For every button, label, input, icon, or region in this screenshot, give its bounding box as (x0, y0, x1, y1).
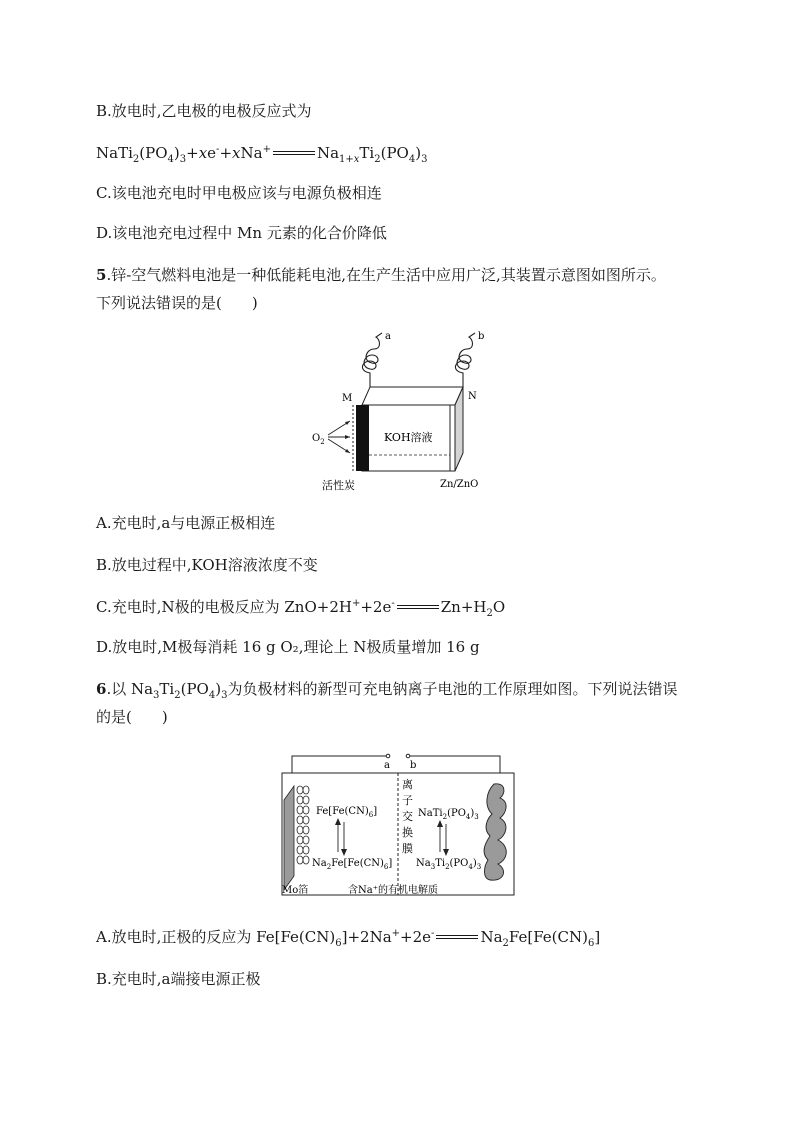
membrane-char-5: 膜 (402, 842, 413, 855)
membrane-char-2: 子 (402, 794, 413, 807)
q6-stem-line1: 6.以 $Na_3Ti_2(PO_4)_3$为负极材料的新型可充电钠离子电池的工作原理如图。下列说法错误 (96, 680, 678, 701)
fe-species-top: $Fe[Fe(CN)_6]$ (316, 806, 378, 819)
carbon-electrode (356, 405, 369, 471)
q5-option-d: D.放电时,M极每消耗 16 g O₂,理论上 N极质量增加 16 g (96, 638, 480, 656)
q5-zinc-air-battery-figure (300, 325, 500, 495)
ti-species-top: $NaTi_2(PO_4)_3$ (418, 808, 479, 821)
q5-option-c: C.充电时,N极的电极反应为 ZnO+2H++2e- $Zn+H_2O$ (96, 598, 506, 619)
q4-option-c: C.该电池充电时甲电极应该与电源负极相连 (96, 184, 382, 202)
q5-stem-text: .锌-空气燃料电池是一种低能耗电池,在生产生活中应用广泛,其装置示意图如图所示。 (106, 266, 666, 284)
q5-option-a: A.充电时,a与电源正极相连 (96, 514, 276, 532)
q4-option-b-equation: $NaTi_2(PO_4)_3+xe^-+xNa^+$ $Na_{1+x}Ti_2(PO_4)_3$ (96, 144, 428, 165)
label-m: M (342, 393, 353, 404)
o2-label: $O_2$ (312, 433, 325, 446)
q5-stem-line1 (96, 265, 666, 285)
terminal-a-label: a (384, 760, 390, 771)
label-n: N (468, 391, 477, 402)
q6-stem-line2: 的是( ) (96, 708, 168, 726)
q5-stem-line2: 下列说法错误的是( ) (96, 294, 258, 312)
terminal-b-label: b (410, 760, 417, 771)
membrane-char-1: 离 (402, 778, 413, 791)
electrolyte-label: KOH溶液 (384, 431, 433, 444)
q4-option-d: D.该电池充电过程中 Mn 元素的化合价降低 (96, 224, 387, 242)
wire-a-label: a (385, 331, 391, 342)
q5-option-b: B.放电过程中,KOH溶液浓度不变 (96, 556, 318, 574)
q6-number: 6 (96, 680, 107, 698)
q5-number: 5 (96, 266, 107, 284)
wire-a-spring (362, 333, 382, 387)
q6-option-b: B.充电时,a端接电源正极 (96, 970, 261, 988)
fe-species-bottom: $Na_2Fe[Fe(CN)_6]$ (312, 858, 393, 871)
wire-b-spring (455, 333, 475, 387)
q6-sodium-ion-battery-figure (280, 748, 520, 900)
q6-option-a: A.放电时,正极的反应为 $Fe[Fe(CN)_6]+2Na^++2e^-$ $Na_2Fe[Fe(CN)_6]$ (96, 928, 601, 949)
q6-stem-text: 为负极材料的新型可充电钠离子电池的工作原理如图。下列说法错误 (227, 680, 678, 698)
wire-b-label: b (478, 331, 485, 342)
q4-option-b: B.放电时,乙电极的电极反应式为 (96, 102, 312, 120)
zn-label: Zn/ZnO (440, 479, 479, 490)
ti-species-bottom: $Na_3Ti_2(PO_4)_3$ (416, 858, 482, 871)
box-top-face (362, 387, 463, 405)
mo-foil-label: Mo箔 (282, 885, 309, 896)
electrolyte-label: 含Na⁺的有机电解质 (348, 885, 438, 896)
membrane-char-4: 换 (402, 826, 413, 839)
membrane-char-3: 交 (402, 810, 413, 823)
mo-foil-electrode (284, 786, 294, 890)
carbon-label: 活性炭 (322, 479, 355, 492)
